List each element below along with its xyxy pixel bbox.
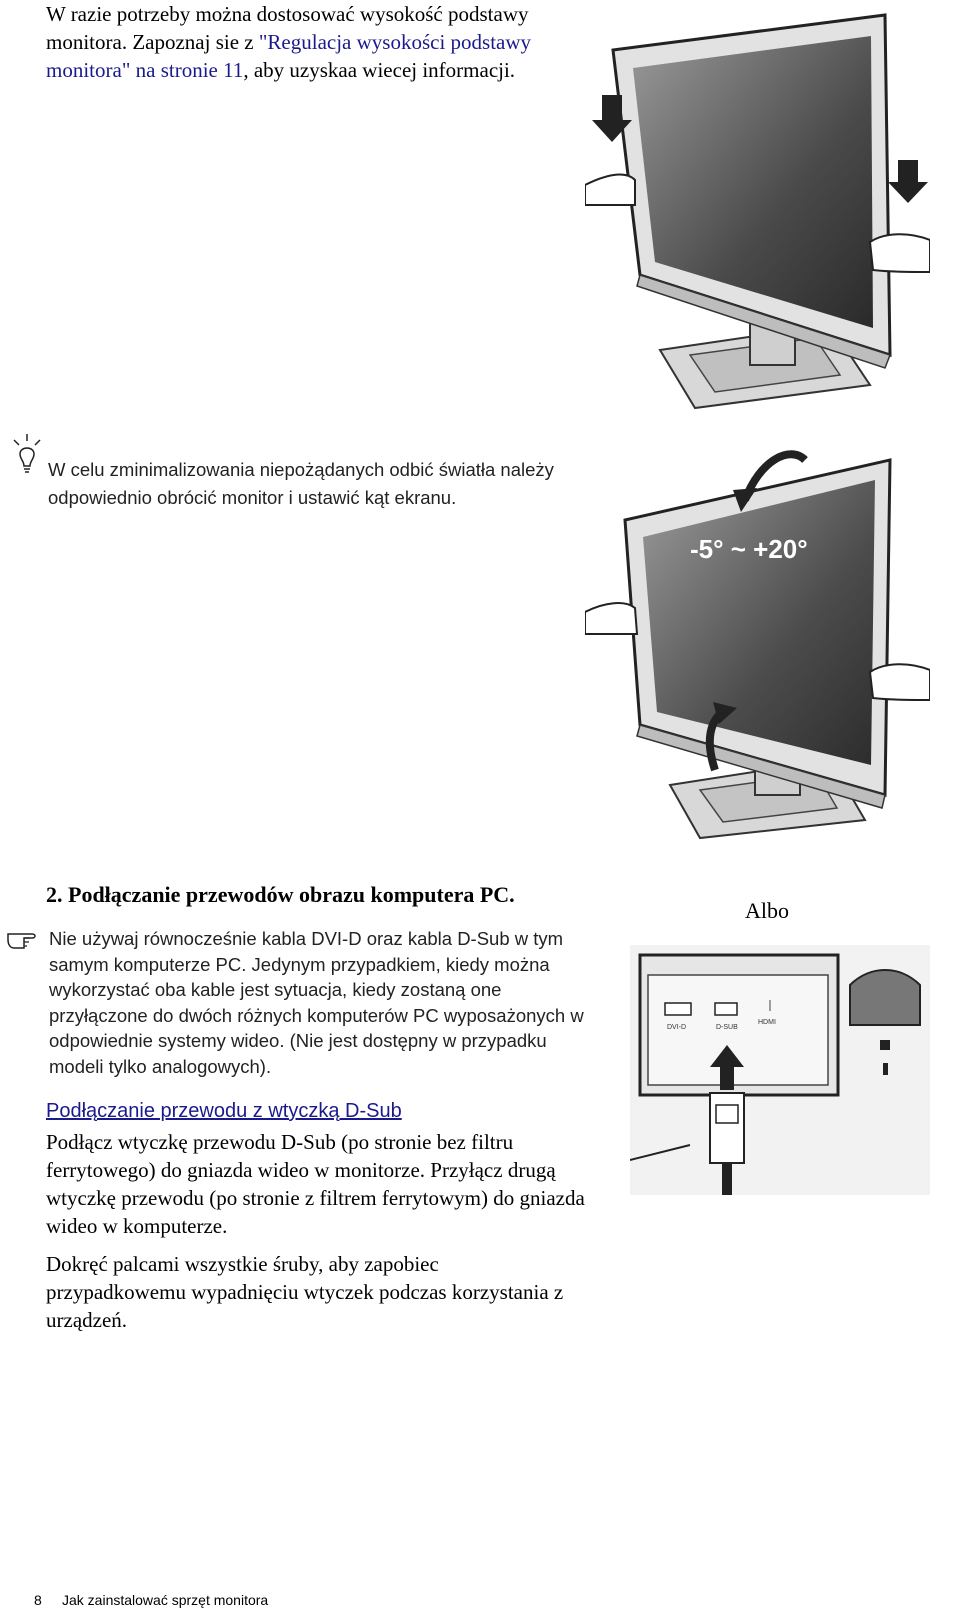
dsub-paragraph-2: Dokręć palcami wszystkie śruby, aby zapobiec przypadkowemu wypadnięciu wtyczek podczas korzystania z urządzeń. <box>46 1252 564 1332</box>
albo-label: Albo <box>745 898 789 923</box>
height-adjust-link[interactable]: "Regulacja wysokości podstawy monitora" na stronie 11 <box>46 30 532 82</box>
intro-text-end: , aby uzyskaa wiecej informacji. <box>243 58 516 82</box>
port-label-dsub: D-SUB <box>716 1024 738 1031</box>
footer-title: Jak zainstalować sprzęt monitora <box>62 1592 269 1608</box>
step2-heading: 2. Podłączanie przewodów obrazu komputera PC. <box>46 882 515 907</box>
intro-text: W razie potrzeby można dostosować wysokość podstawy monitora. Zapoznaj sie z <box>46 2 529 54</box>
intro-paragraph <box>46 0 596 84</box>
page-number: 8 <box>34 1592 42 1608</box>
pointing-hand-icon <box>6 928 46 952</box>
monitor-height-figure <box>585 10 930 410</box>
port-label-dvid: DVI-D <box>667 1024 687 1031</box>
monitor-tilt-figure <box>585 440 930 840</box>
note-text: Nie używaj równocześnie kabla DVI-D oraz kabla D-Sub w tym samym komputerze PC. Jedynym przypadkiem, kiedy można wykorzystać oba kable jest sytuacja, kiedy zostaną one przyłączone do dwóch różnych komputerów PC wyposażonych w odpowiednie systemy wideo. (Nie jest dostępny w przypadku modeli tylko analogowych). <box>49 928 584 1077</box>
tilt-angle-label: -5° ~ +20° <box>690 534 808 564</box>
dsub-paragraph-1: Podłącz wtyczkę przewodu D-Sub (po stronie bez filtru ferrytowego) do gniazda wideo w monitorze. Przyłącz drugą wtyczkę przewodu (po stronie z filtrem ferrytowym) do gniazda wideo w komputerze. <box>46 1130 585 1238</box>
dsub-subheading[interactable]: Podłączanie przewodu z wtyczką D-Sub <box>46 1100 402 1122</box>
dsub-connector-figure <box>630 945 930 1195</box>
lightbulb-icon <box>10 432 44 474</box>
port-label-hdmi: HDMI <box>758 1019 776 1026</box>
tip-text: W celu zminimalizowania niepożądanych odbić światła należy odpowiednio obrócić monitor i ustawić kąt ekranu. <box>48 459 554 508</box>
